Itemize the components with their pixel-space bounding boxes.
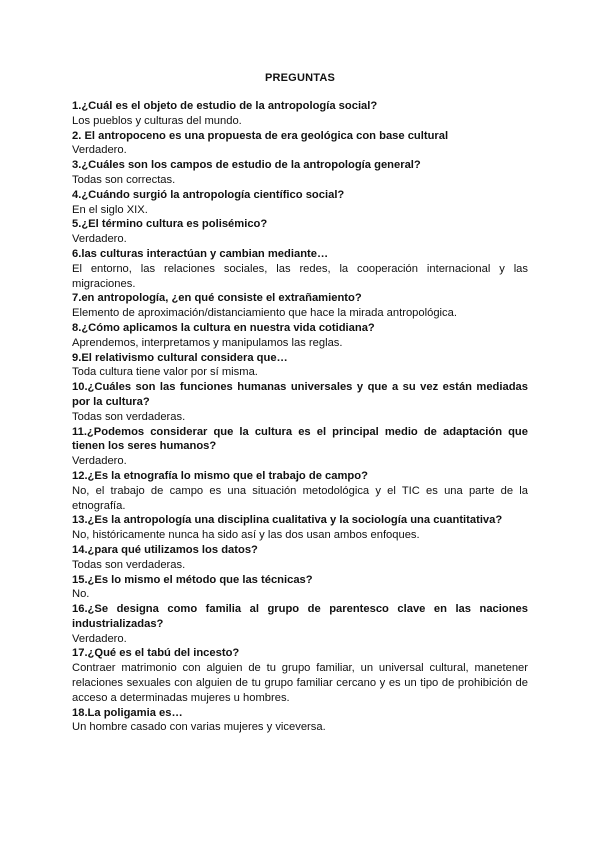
qa-item-16 — [72, 602, 528, 646]
qa-item-3 — [72, 158, 528, 188]
answer-text: Toda cultura tiene valor por sí misma. — [72, 366, 258, 379]
qa-item-5 — [72, 217, 528, 247]
answer-text: Contraer matrimonio con alguien de tu grupo familiar, un universal cultural, manetener relaciones sexuales con alguien de tu grupo familiar cercano y es un tipo de prohibición de acceso a determinadas mujeres u hombres. — [72, 662, 528, 704]
qa-item-1 — [72, 99, 528, 129]
answer-text: El entorno, las relaciones sociales, las redes, la cooperación internacional y las migraciones. — [72, 262, 528, 290]
question-text: 11.¿Podemos considerar que la cultura es el principal medio de adaptación que tienen los seres humanos? — [72, 425, 528, 453]
qa-item-18 — [72, 706, 528, 736]
question-text: 17.¿Qué es el tabú del incesto? — [72, 647, 240, 660]
answer-text: Verdadero. — [72, 233, 127, 246]
answer-text: No, el trabajo de campo es una situación metodológica y el TIC es una parte de la etnografía. — [72, 484, 528, 512]
question-text: 2. El antropoceno es una propuesta de era geológica con base cultural — [72, 129, 449, 142]
question-text: 4.¿Cuándo surgió la antropología científico social? — [72, 188, 345, 201]
question-text: 7.en antropología, ¿en qué consiste el extrañamiento? — [72, 292, 362, 305]
answer-text: Un hombre casado con varias mujeres y viceversa. — [72, 721, 326, 734]
question-list — [72, 99, 528, 735]
answer-text: En el siglo XIX. — [72, 203, 148, 216]
question-text: 12.¿Es la etnografía lo mismo que el trabajo de campo? — [72, 469, 368, 482]
answer-text: Aprendemos, interpretamos y manipulamos las reglas. — [72, 336, 343, 349]
answer-text: Verdadero. — [72, 455, 127, 468]
answer-text: Todas son correctas. — [72, 173, 176, 186]
qa-item-8 — [72, 321, 528, 351]
question-text: 13.¿Es la antropología una disciplina cualitativa y la sociología una cuantitativa? — [72, 514, 503, 527]
qa-item-13 — [72, 513, 528, 543]
qa-item-2 — [72, 129, 528, 159]
qa-item-4 — [72, 188, 528, 218]
question-text: 8.¿Cómo aplicamos la cultura en nuestra vida cotidiana? — [72, 321, 375, 334]
answer-text: No. — [72, 588, 90, 601]
answer-text: Los pueblos y culturas del mundo. — [72, 114, 242, 127]
question-text: 1.¿Cuál es el objeto de estudio de la antropología social? — [72, 100, 378, 112]
qa-item-14 — [72, 543, 528, 573]
qa-item-6 — [72, 247, 528, 291]
question-text: 5.¿El término cultura es polisémico? — [72, 218, 268, 231]
question-text: 10.¿Cuáles son las funciones humanas universales y que a su vez están mediadas por la cultura? — [72, 381, 528, 408]
qa-item-15 — [72, 573, 528, 603]
question-text: 15.¿Es lo mismo el método que las técnicas? — [72, 573, 313, 586]
page-title: PREGUNTAS — [264, 72, 336, 84]
answer-text: No, históricamente nunca ha sido así y las dos usan ambos enfoques. — [72, 529, 420, 542]
answer-text: Verdadero. — [72, 144, 127, 157]
question-text: 3.¿Cuáles son los campos de estudio de la antropología general? — [72, 159, 421, 172]
question-text: 16.¿Se designa como familia al grupo de parentesco clave en las naciones industrializadas? — [72, 603, 528, 630]
qa-item-10 — [72, 380, 528, 424]
question-text: 9.El relativismo cultural considera que… — [72, 351, 288, 364]
question-text: 18.La poligamia es… — [72, 706, 183, 719]
qa-item-17 — [72, 646, 528, 705]
answer-text: Elemento de aproximación/distanciamiento que hace la mirada antropológica. — [72, 307, 457, 320]
question-text: 6.las culturas interactúan y cambian mediante… — [72, 247, 329, 260]
qa-item-9 — [72, 351, 528, 381]
question-text: 14.¿para qué utilizamos los datos? — [72, 543, 258, 556]
answer-text: Todas son verdaderas. — [72, 410, 186, 423]
answer-text: Todas son verdaderas. — [72, 558, 186, 571]
qa-item-12 — [72, 469, 528, 513]
answer-text: Verdadero. — [72, 632, 127, 645]
qa-item-7 — [72, 291, 528, 321]
qa-item-11 — [72, 425, 528, 469]
